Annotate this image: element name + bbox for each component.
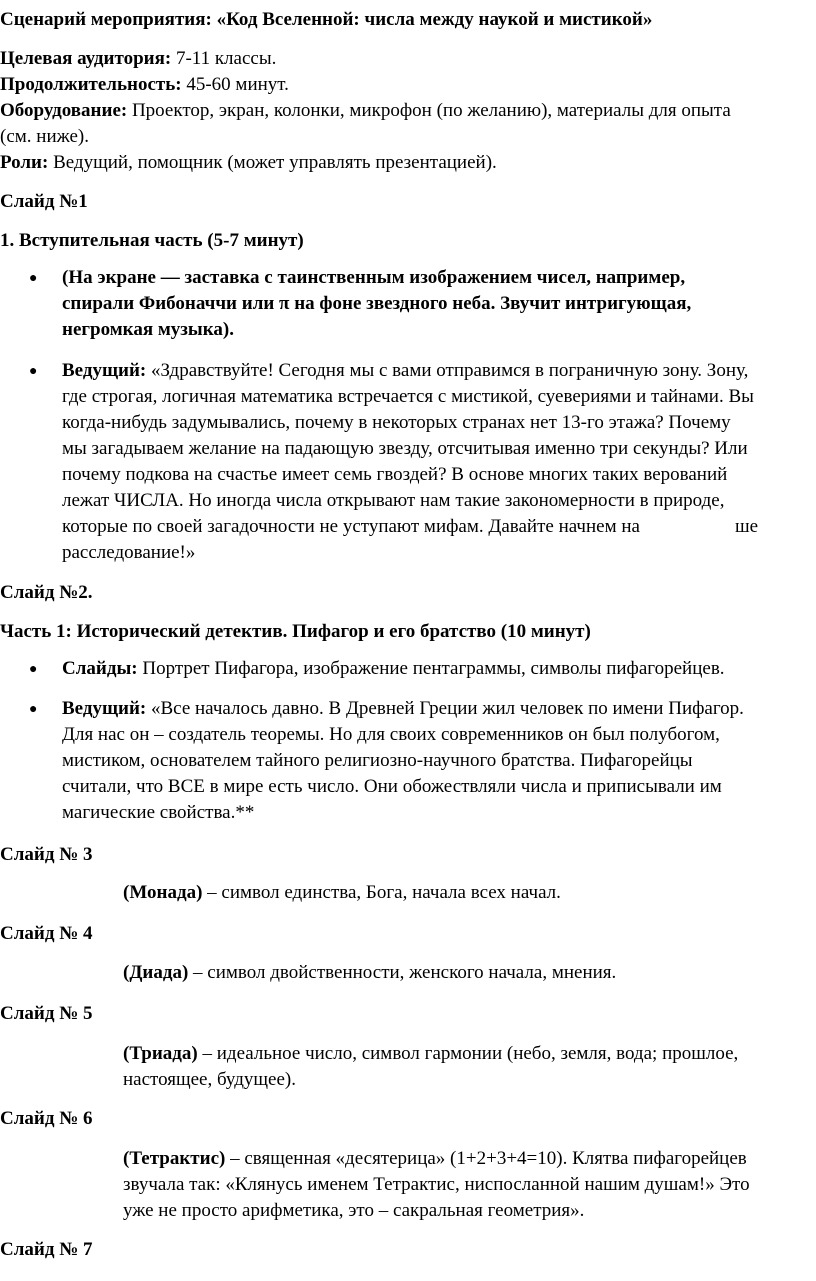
slide2-section-heading: Часть 1: Исторический детектив. Пифагор и его братство (10 минут): [0, 621, 591, 642]
duration-line: [0, 72, 816, 98]
slide5-body-line2: настоящее, будущее).: [123, 1069, 296, 1090]
bullet-icon: ●: [29, 271, 38, 286]
slide3-heading: Слайд № 3: [0, 844, 93, 865]
slide1-section-heading: 1. Вступительная часть (5-7 минут): [0, 230, 304, 251]
bullet-icon: ●: [29, 364, 38, 379]
slide3-body: (Монада) – символ единства, Бога, начала всех начал.: [123, 882, 561, 903]
slide2-bullet-2: Ведущий: «Все началось давно. В Древней Греции жил человек по имени Пифагор. Для нас он – создатель теоремы. Но для своих современников он был полубогом, мистиком, основателем тайного религиозно-научного братства. Пифагорейцы считали, что ВСЕ в мире есть число. Они обожествляли числа и приписывали им магические свойства.**: [62, 698, 744, 823]
equipment-label: Оборудование:: [0, 100, 128, 121]
slide5-body: (Триада) – идеальное число, символ гармонии (небо, земля, вода; прошлое,: [123, 1043, 739, 1064]
duration-value: 45-60 минут.: [186, 74, 289, 95]
slide6-body-line2: звучала так: «Клянусь именем Тетрактис, ниспосланной нашим душам!» Это: [123, 1174, 750, 1195]
slide7-heading: Слайд № 7: [0, 1239, 93, 1260]
equipment-line: [0, 98, 816, 124]
roles-line: [0, 150, 816, 176]
audience-line: [0, 46, 816, 72]
slide6-body-line3: уже не просто арифметика, это – сакральная геометрия».: [123, 1200, 585, 1221]
duration-label: Продолжительность:: [0, 74, 182, 95]
scenario-title: Сценарий мероприятия: «Код Вселенной: числа между наукой и мистикой»: [0, 9, 653, 30]
bullet-icon: ●: [29, 702, 38, 717]
slide2-bullet-1: Слайды: Портрет Пифагора, изображение пентаграммы, символы пифагорейцев.: [62, 658, 725, 679]
equipment-line-2: (см. ниже).: [0, 126, 90, 147]
slide1-bullet-1: (На экране — заставка с таинственным изображением чисел, например, спирали Фибоначчи или π на фоне звездного неба. Звучит интригующая, негромкая музыка).: [62, 267, 692, 340]
slide2-heading: Слайд №2.: [0, 582, 93, 603]
slide4-heading: Слайд № 4: [0, 923, 93, 944]
slide1-bullet-2: Ведущий: «Здравствуйте! Сегодня мы с вами отправимся в пограничную зону. Зону, где строгая, логичная математика встречается с мистикой, суевериями и тайнами. Вы когда-нибудь задумывались, почему в некоторых странах нет 13-го этажа? Почему мы загадываем желание на падающую звезду, отсчитывая именно три секунды? Или почему подкова на счастье имеет семь гвоздей? В основе многих таких верований лежат ЧИСЛА. Но иногда числа открывают нам такие закономерности в природе, которые по своей загадочности не уступают мифам. Давайте начнем на ше расследование!»: [62, 360, 759, 563]
host-label: Ведущий:: [62, 698, 147, 719]
slide6-body: (Тетрактис) – священная «десятерица» (1+2+3+4=10). Клятва пифагорейцев: [123, 1148, 747, 1169]
host-label: Ведущий:: [62, 360, 147, 381]
roles-label: Роли:: [0, 152, 49, 173]
slide4-body: (Диада) – символ двойственности, женского начала, мнения.: [123, 962, 617, 983]
slide6-heading: Слайд № 6: [0, 1108, 93, 1129]
slide5-heading: Слайд № 5: [0, 1003, 93, 1024]
bullet-icon: ●: [29, 662, 38, 677]
audience-label: Целевая аудитория:: [0, 48, 172, 69]
equipment-value: Проектор, экран, колонки, микрофон (по желанию), материалы для опыта: [131, 100, 731, 121]
roles-value: Ведущий, помощник (может управлять презентацией).: [53, 152, 497, 173]
slide1-heading: Слайд №1: [0, 191, 88, 212]
audience-value: 7-11 классы.: [175, 48, 277, 69]
